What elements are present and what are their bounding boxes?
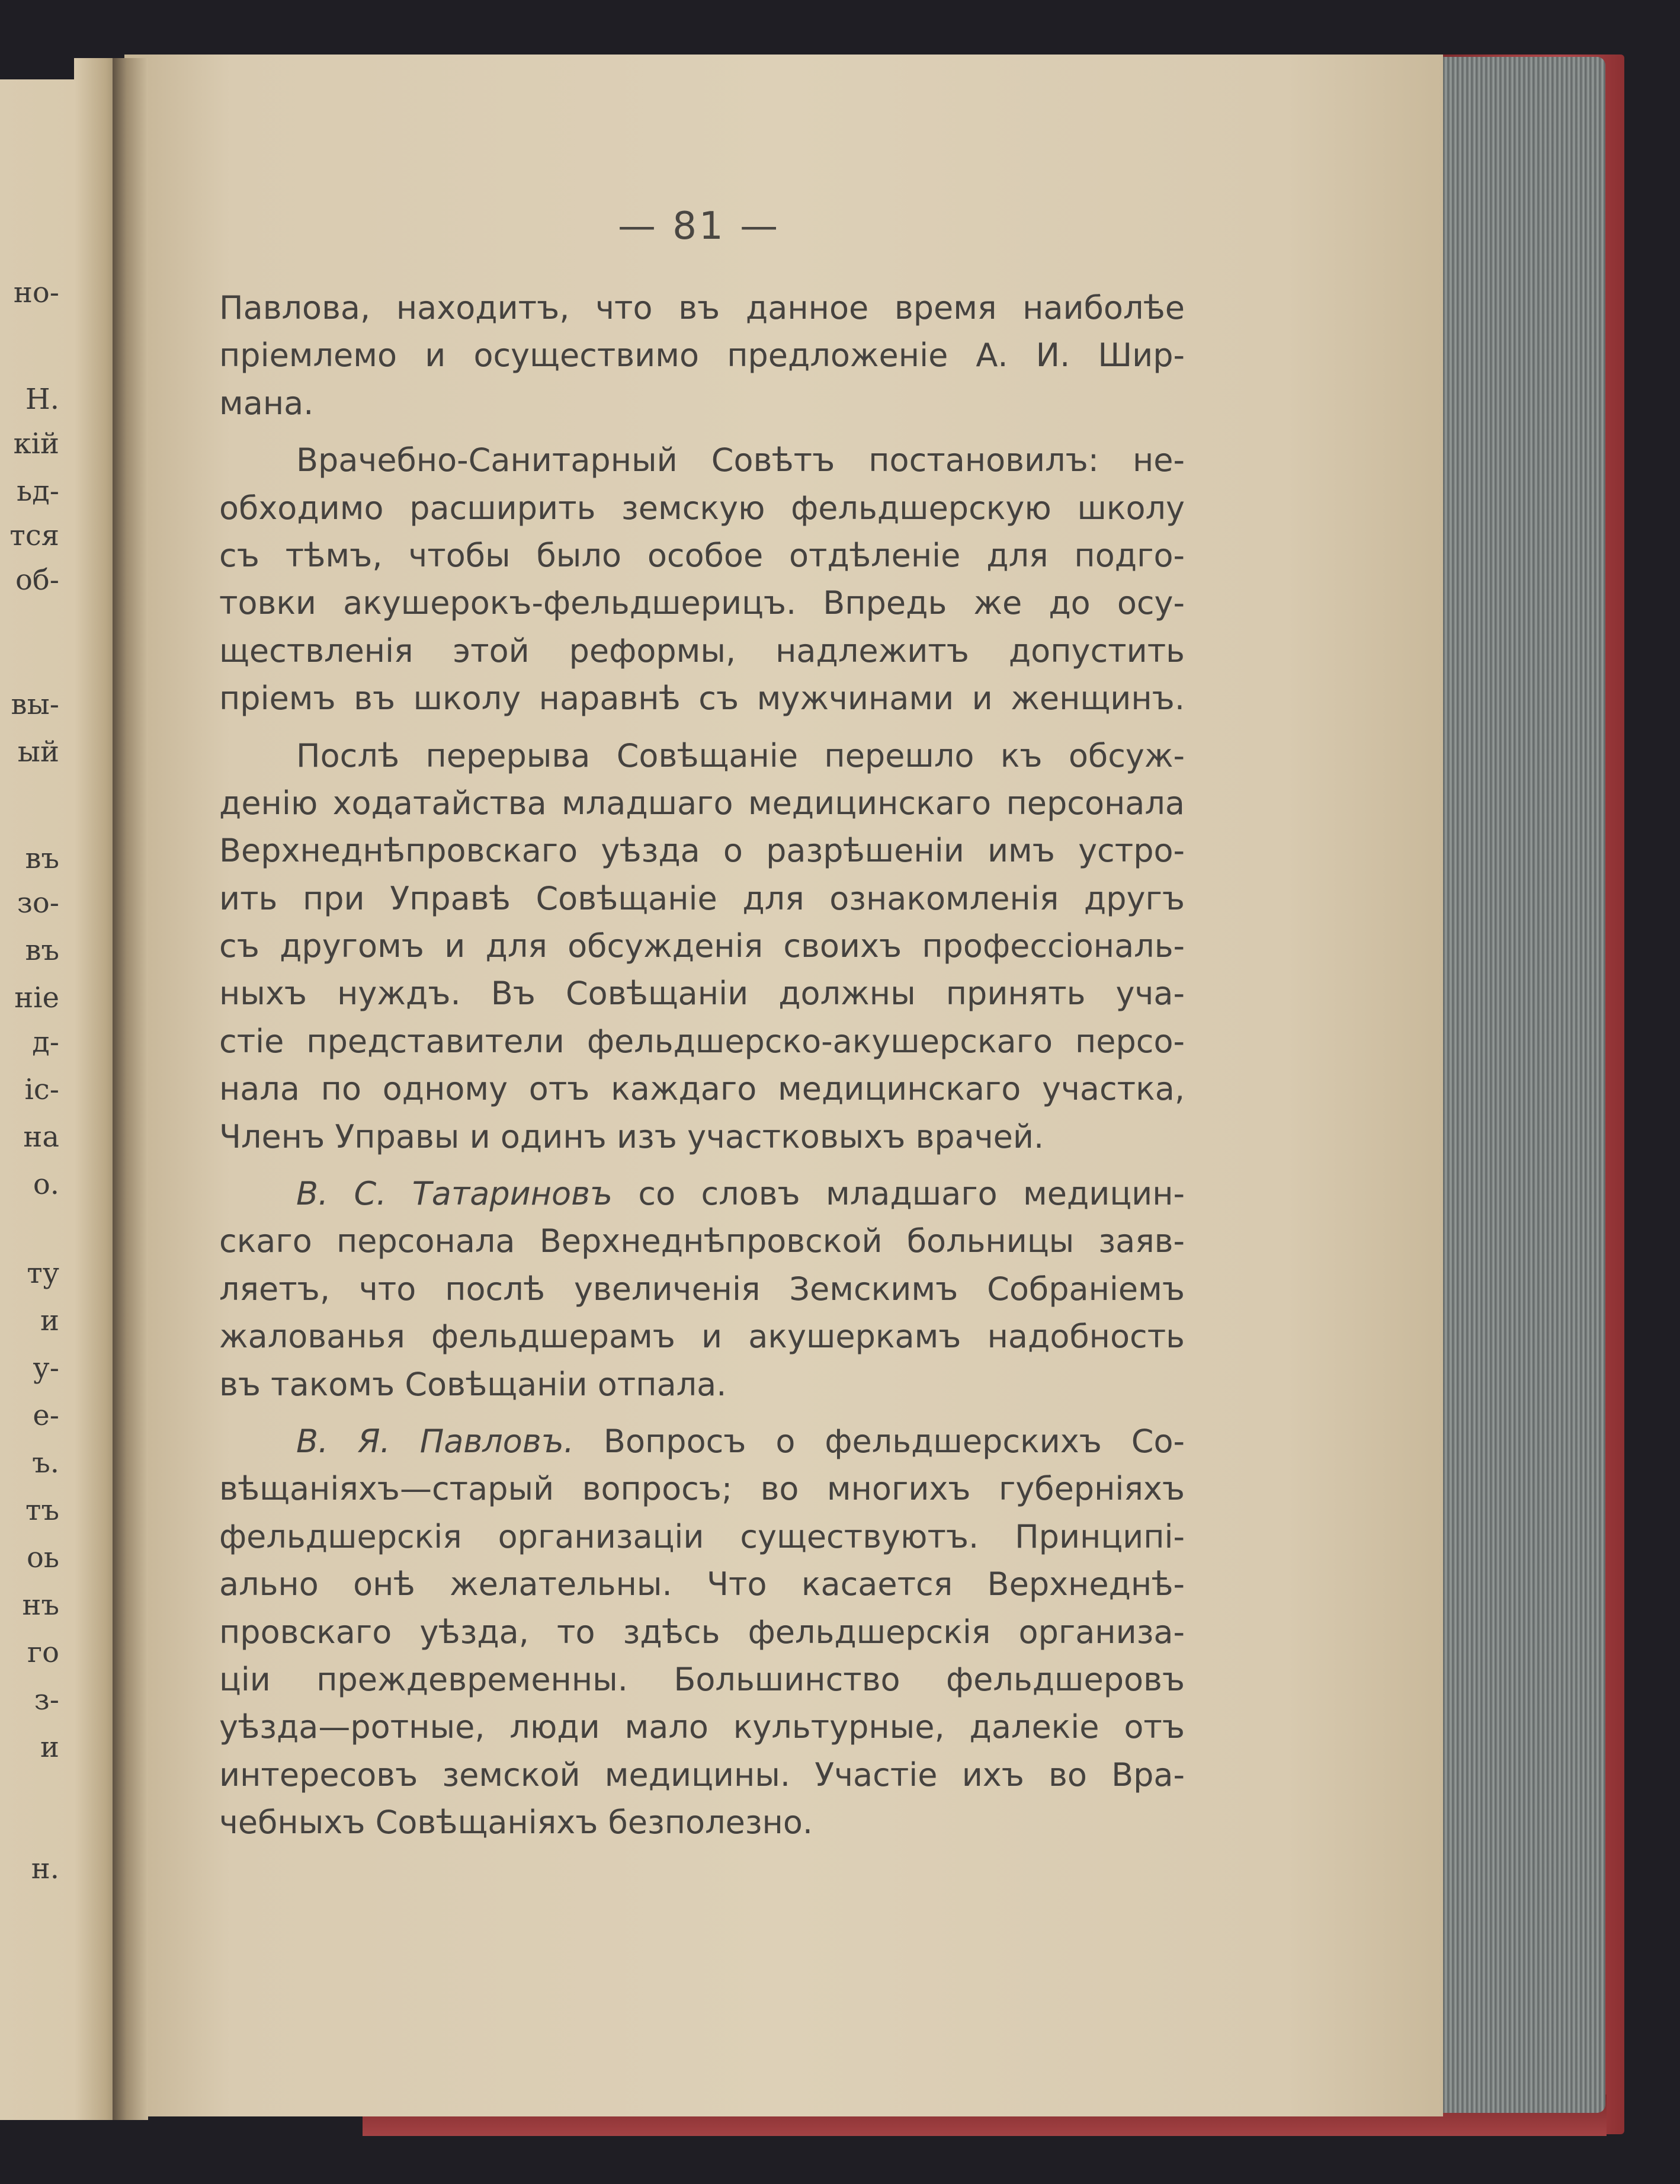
text-line: уѣзда—ротные, люди мало культурные, далекіе отъ — [219, 1708, 1185, 1746]
left-page-fragment: н. — [31, 1852, 59, 1885]
text-line — [219, 1170, 1185, 1218]
left-page-fragment: но- — [13, 276, 59, 309]
text-line: товки акушерокъ-фельдшерицъ. Впредь же до осу- — [219, 584, 1185, 622]
left-page-fragment: ый — [17, 735, 59, 768]
text-line: пріемъ въ школу наравнѣ съ мужчинами и женщинъ. — [219, 680, 1185, 718]
text-line: денію ходатайства младшаго медицинскаго персонала — [219, 784, 1185, 822]
left-page-fragment: вы- — [11, 688, 59, 721]
text-line: интересовъ земской медицины. Участіе ихъ во Вра- — [219, 1756, 1185, 1794]
paragraph — [219, 284, 1185, 427]
book-gutter — [113, 58, 148, 2120]
left-page-fragment: о. — [33, 1168, 59, 1201]
text-fragment: Вопросъ о фельдшерскихъ Со- — [573, 1422, 1185, 1460]
speaker-name: В. С. Татариновъ — [296, 1175, 613, 1213]
text-line: скаго персонала Верхнеднѣпровской больницы заяв- — [219, 1222, 1185, 1260]
text-line: провскаго уѣзда, то здѣсь фельдшерскія организа- — [219, 1613, 1185, 1651]
left-page-fragment: у- — [33, 1352, 59, 1385]
left-page-fragment: зо- — [17, 886, 59, 920]
left-page-fragment: Н. — [25, 383, 59, 416]
page-block-edges — [1434, 57, 1605, 2113]
text-line: чебныхъ Совѣщаніяхъ безполезно. — [219, 1804, 813, 1842]
left-page-fragment: оь — [26, 1541, 59, 1574]
text-line: ществленія этой реформы, надлежитъ допустить — [219, 632, 1185, 670]
text-line — [219, 1418, 1185, 1465]
speaker-name: В. Я. Павловъ. — [296, 1422, 574, 1460]
left-page-fragment: ъ. — [32, 1446, 59, 1480]
text-line: въ такомъ Совѣщаніи отпала. — [219, 1365, 727, 1403]
text-line: обходимо расширить земскую фельдшерскую школу — [219, 489, 1185, 527]
left-page-fragment: го — [27, 1636, 59, 1669]
text-line: стіе представители фельдшерско-акушерскаго персо- — [219, 1022, 1185, 1060]
text-line: ляетъ, что послѣ увеличенія Земскимъ Собраніемъ — [219, 1270, 1185, 1308]
left-page-fragment: и — [40, 1304, 59, 1337]
paragraph — [219, 1170, 1185, 1408]
left-page-text-fragments — [0, 0, 71, 2184]
text-fragment: со словъ младшаго медицин- — [613, 1175, 1185, 1213]
left-page-fragment: д- — [32, 1026, 59, 1059]
paragraph — [219, 1418, 1185, 1847]
text-line: вѣщаніяхъ—старый вопросъ; во многихъ губерніяхъ — [219, 1470, 1185, 1508]
text-line: нала по одному отъ каждаго медицинскаго участка, — [219, 1070, 1185, 1108]
text-line: мана. — [219, 384, 314, 422]
left-page-fragment: ьд- — [17, 475, 59, 508]
left-page-fragment: ту — [27, 1257, 59, 1290]
left-page-fragment: ніе — [14, 981, 59, 1014]
paragraph — [219, 437, 1185, 722]
text-line: Павлова, находитъ, что въ данное время наиболѣе — [219, 289, 1185, 326]
left-page-fragment: е- — [33, 1399, 59, 1432]
text-line: фельдшерскія организаціи существуютъ. Принципі- — [219, 1517, 1185, 1555]
text-line: Верхнеднѣпровскаго уѣзда о разрѣшеніи имъ устро- — [219, 832, 1185, 870]
left-page-fragment: іс- — [24, 1073, 59, 1106]
text-line: ныхъ нуждъ. Въ Совѣщаніи должны принять уча- — [219, 975, 1185, 1013]
text-line: съ тѣмъ, чтобы было особое отдѣленіе для подго- — [219, 536, 1185, 574]
text-line: съ другомъ и для обсужденія своихъ профессіональ- — [219, 927, 1185, 965]
left-page-fragment: тъ — [25, 1494, 59, 1527]
text-line: ить при Управѣ Совѣщаніе для ознакомленія другъ — [219, 879, 1185, 917]
left-page-fragment: въ — [25, 842, 59, 875]
page-body-text — [219, 284, 1185, 1847]
left-page-fragment: на — [23, 1120, 59, 1154]
text-line: ціи преждевременны. Большинство фельдшеровъ — [219, 1660, 1185, 1698]
text-line: Врачебно-Санитарный Совѣтъ постановилъ: не- — [296, 441, 1185, 479]
left-page-fragment: об- — [15, 563, 59, 597]
text-line: жалованья фельдшерамъ и акушеркамъ надобность — [219, 1318, 1185, 1356]
paragraph — [219, 732, 1185, 1161]
left-page-fragment: нъ — [22, 1589, 59, 1622]
text-line: ально онѣ желательны. Что касается Верхнеднѣ- — [219, 1565, 1185, 1603]
left-page-fragment: тся — [9, 519, 59, 552]
text-line: пріемлемо и осуществимо предложеніе А. И. Шир- — [219, 337, 1185, 374]
left-page-fragment: кій — [13, 427, 59, 460]
left-page-fragment: и — [40, 1731, 59, 1764]
left-page-fragment: въ — [25, 934, 59, 967]
left-page-fragment: з- — [34, 1683, 59, 1717]
page-number: — 81 — — [617, 204, 781, 248]
text-line: Послѣ перерыва Совѣщаніе перешло къ обсуж- — [296, 736, 1185, 774]
text-line: Членъ Управы и одинъ изъ участковыхъ врачей. — [219, 1117, 1044, 1155]
